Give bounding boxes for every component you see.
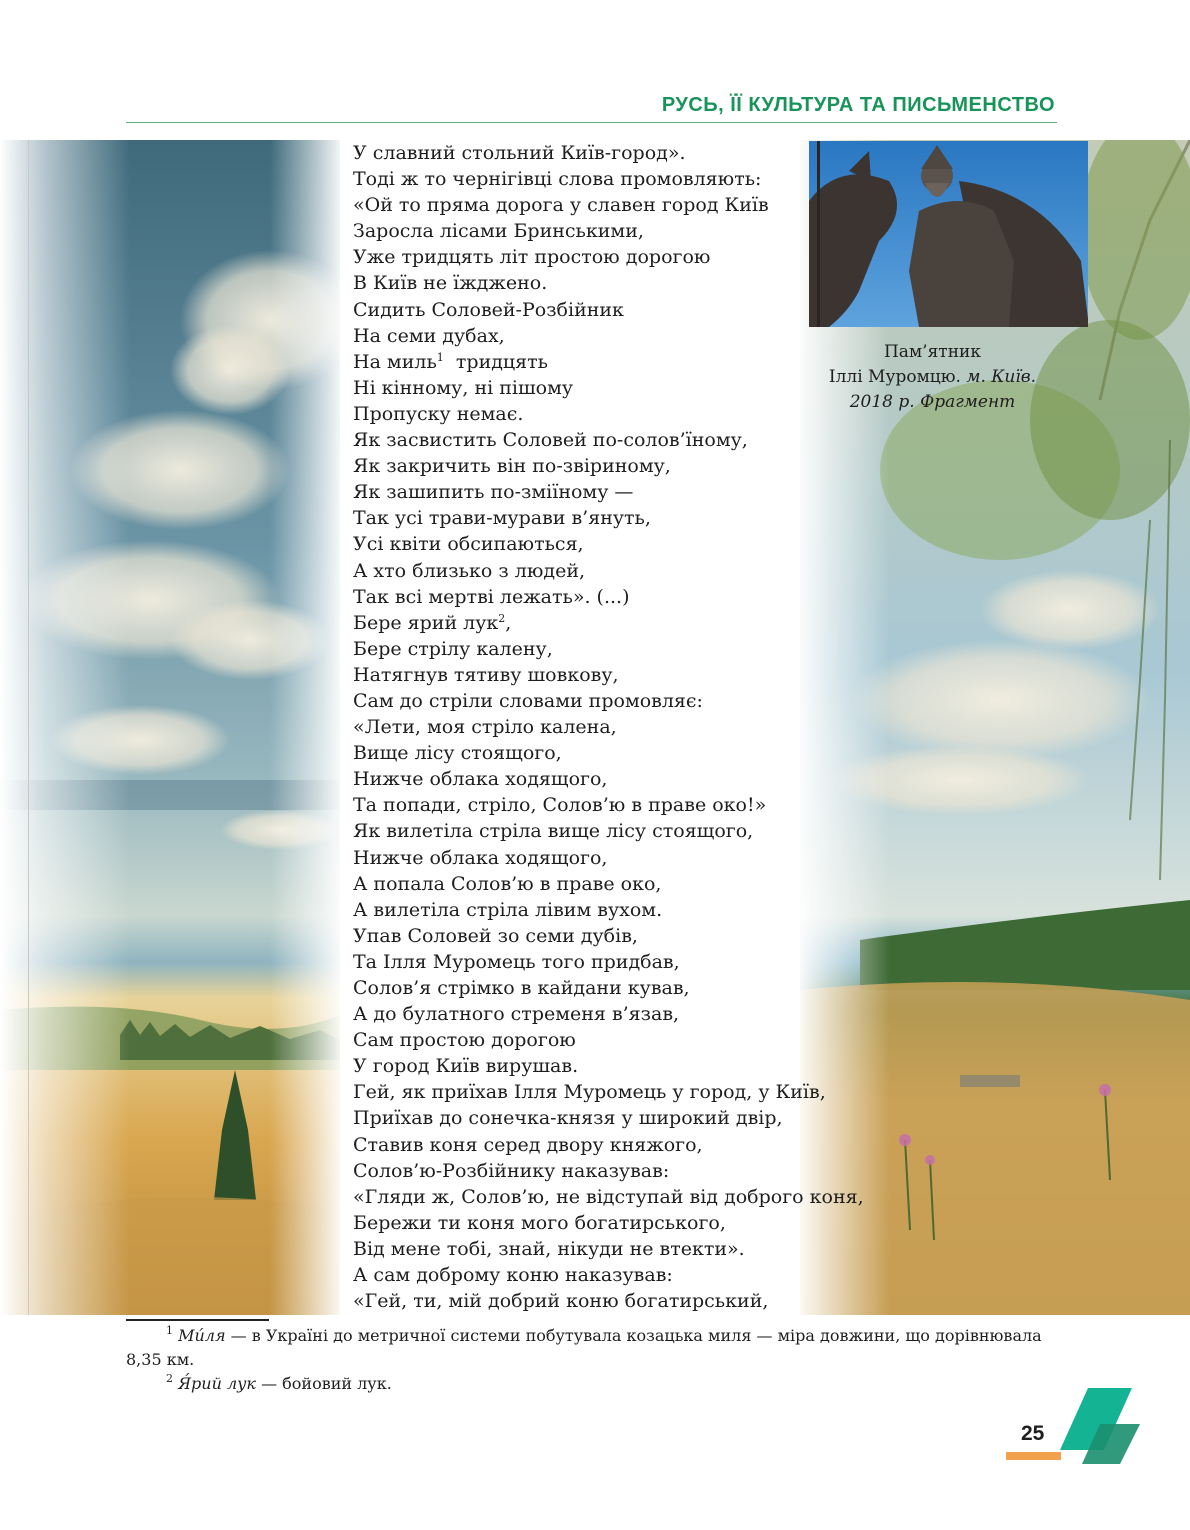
poem-line: А сам доброму коню наказував: [353, 1264, 673, 1287]
poem-line-start: На миль [353, 350, 437, 373]
footnote-term: Я́рий лук [178, 1374, 256, 1393]
poem-line: А вилетіла стріла лівим вухом. [353, 898, 663, 921]
caption-date: 2018 р. Фрагмент [849, 392, 1016, 412]
poem-line: Та Ілля Муромець того придбав, [353, 950, 680, 973]
poem-line: Пропуску немає. [353, 402, 524, 425]
monument-photo [809, 141, 1088, 327]
poem-line: Солов’я стрімко в кайдани кував, [353, 977, 690, 999]
poem-line: Як вилетіла стріла вище лісу стоящого, [353, 820, 754, 843]
poem-line: Сам простою дорогою [353, 1029, 576, 1052]
poem-line: «Гей, ти, мій добрий коню богатирський, [353, 1290, 769, 1313]
poem-line: На семи дубах, [353, 324, 505, 347]
poem-line: Від мене тобі, знай, нікуди не втекти». [353, 1237, 745, 1260]
footnote-mark: 2 [166, 1372, 173, 1385]
poem-line: Уже тридцять літ простою дорогою [353, 246, 711, 269]
poem-line: Вище лісу стоящого, [353, 742, 562, 765]
poem-line: Так всі мертві лежать». (...) [353, 585, 630, 608]
poem-line: А попала Солов’ю в праве око, [353, 872, 662, 895]
poem-line: Упав Соловей зо семи дубів, [353, 924, 638, 947]
poem-line: Нижче облака ходящого, [353, 846, 608, 869]
header-rule [126, 122, 1057, 123]
poem-line: Усі квіти обсипаються, [353, 533, 584, 556]
footnote-2 [126, 1372, 1056, 1396]
page-number-underline [1006, 1452, 1061, 1460]
footnote-text: — в Україні до метричної системи побутувала козацька миля — міра довжини, що дорівнювала 8,35 км. [126, 1326, 1042, 1369]
poem-line: Сам до стріли словами промовляє: [353, 689, 703, 712]
poem-line-start: Бере ярий лук [353, 611, 499, 634]
footnotes [126, 1324, 1056, 1396]
poem-line: А до булатного стременя в’язав, [353, 1003, 680, 1026]
caption-text: Іллі Муромцю. [828, 367, 967, 387]
poem-line: Ні кінному, ні пішому [353, 376, 574, 399]
poem-line-end: тридцять [455, 350, 548, 373]
footnote-text: — бойовий лук. [255, 1374, 392, 1393]
poem-line: У славний стольний Київ-город». [353, 142, 686, 164]
footnote-ref-1: 1 [436, 350, 444, 364]
poem-line: Як зашипить по-зміїному — [353, 481, 634, 504]
poem-text [353, 140, 864, 1314]
publisher-corner-logo-icon [1058, 1388, 1140, 1464]
poem-line: Як закричить він по-звіриному, [353, 455, 671, 478]
caption-line [800, 365, 1065, 390]
caption-line: Пам’ятник [883, 342, 981, 362]
poem-line: «Лети, моя стріло калена, [353, 716, 617, 739]
poem-line: Так усі трави-мурави в’януть, [353, 507, 651, 530]
poem-line: Ставив коня серед двору княжого, [353, 1133, 703, 1156]
poem-line-with-footnote [353, 349, 864, 375]
poem-line: «Гляди ж, Солов’ю, не відступай від доброго коня, [353, 1185, 864, 1208]
page-number: 25 [1021, 1422, 1045, 1445]
poem-line: Сидить Соловей-Розбійник [353, 298, 624, 321]
poem-line: Гей, як приїхав Ілля Муромець у город, у Київ, [353, 1081, 826, 1104]
footnote-1 [126, 1324, 1056, 1372]
poem-line: «Ой то пряма дорога у славен город Київ [353, 194, 769, 217]
footnote-mark: 1 [166, 1324, 173, 1337]
poem-line: Приїхав до сонечка-князя у широкий двір, [353, 1107, 783, 1130]
poem-line: Тоді ж то чернігівці слова промовляють: [353, 168, 762, 191]
caption-line [800, 390, 1065, 415]
poem-line: А хто близько з людей, [353, 559, 586, 582]
poem-line: Бережи ти коня мого богатирського, [353, 1211, 726, 1234]
poem-line-end: , [505, 611, 512, 634]
footnote-term: Ми́ля [178, 1326, 226, 1345]
poem-line: Як засвистить Соловей по-солов’їному, [353, 429, 748, 452]
running-header: РУСЬ, ЇЇ КУЛЬТУРА ТА ПИСЬМЕНСТВО [661, 94, 1055, 116]
poem-line: У город Київ вирушав. [353, 1055, 579, 1078]
poem-line: Нижче облака ходящого, [353, 768, 608, 791]
footnote-ref-2: 2 [498, 611, 506, 625]
photo-caption [800, 340, 1065, 415]
poem-line: Бере стрілу калену, [353, 637, 553, 660]
poem-line: Натягнув тятиву шовкову, [353, 663, 619, 686]
footnote-rule [126, 1319, 269, 1321]
poem-line: В Київ не їжджено. [353, 272, 548, 295]
poem-line: Солов’ю-Розбійнику наказував: [353, 1159, 670, 1182]
caption-place: м. Київ. [966, 367, 1037, 387]
poem-line-with-footnote [353, 610, 864, 636]
poem-line: Та попади, стріло, Солов’ю в праве око!» [353, 794, 767, 817]
poem-line: Заросла лісами Бринськими, [353, 220, 644, 243]
